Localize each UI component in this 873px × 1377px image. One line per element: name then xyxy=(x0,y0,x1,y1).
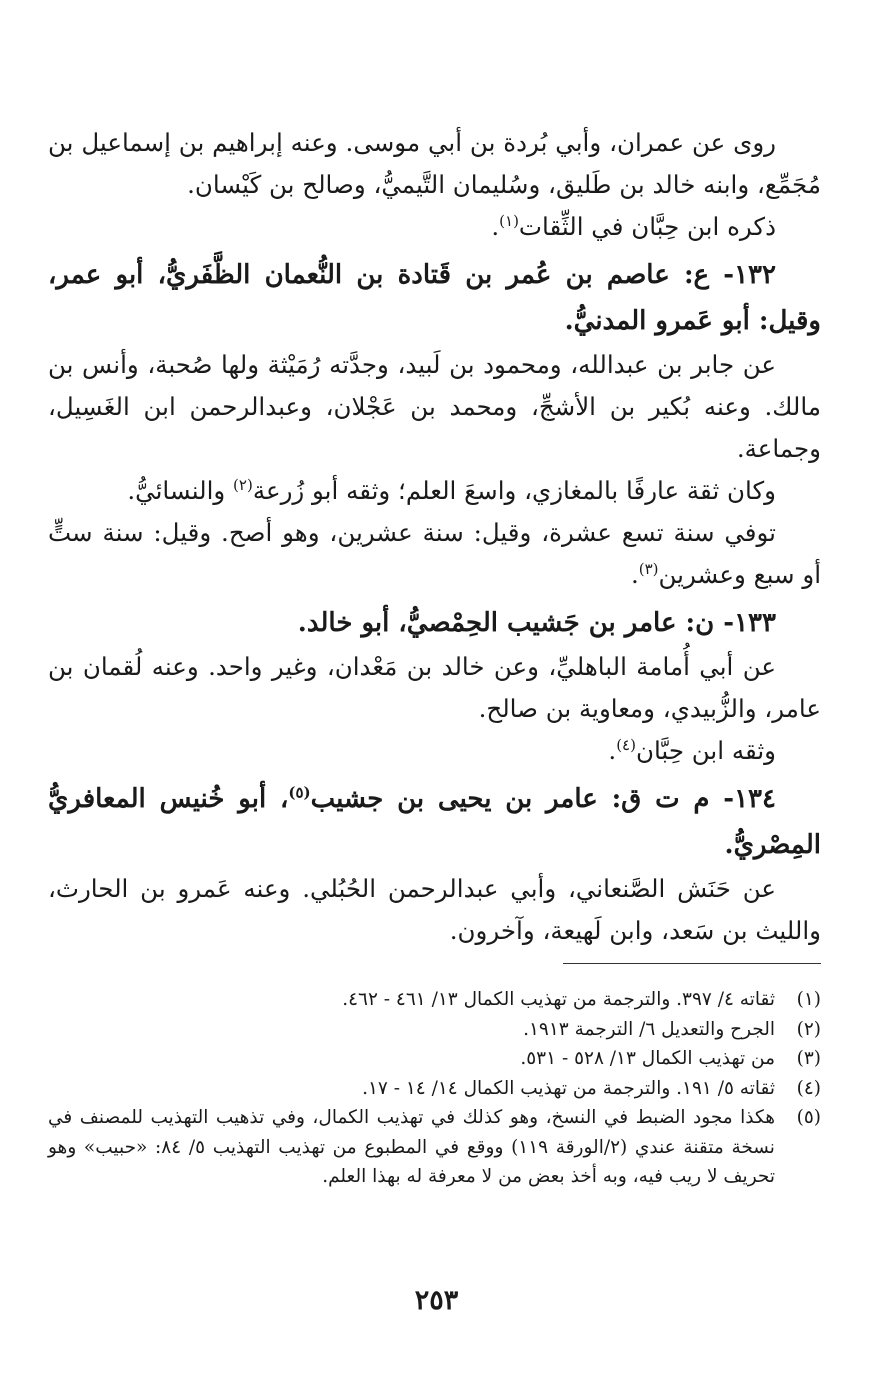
footnote-ref[interactable]: (٣) xyxy=(638,559,659,578)
footnote-text: ثقاته ٥/ ١٩١. والترجمة من تهذيب الكمال ١٤/ ١٤ - ١٧. xyxy=(362,1077,775,1099)
entry-heading: ١٣٣- ن: عامر بن جَشيب الحِمْصيُّ، أبو خالد. xyxy=(297,608,776,638)
paragraph: عن حَنَش الصَّنعاني، وأبي عبدالرحمن الحُبُلي. وعنه عَمرو بن الحارث، والليث بن سَعد، وابن لَهيعة، وآخرون. xyxy=(48,874,821,945)
footnote-text: ثقاته ٤/ ٣٩٧. والترجمة من تهذيب الكمال ١٣/ ٤٦١ - ٤٦٢. xyxy=(342,989,775,1010)
footnote xyxy=(48,985,821,1015)
footnote-number: (١) xyxy=(796,989,821,1010)
footnote-ref[interactable]: (٥) xyxy=(288,783,311,802)
paragraph: وكان ثقة عارفًا بالمغازي، واسعَ العلم؛ وثقه أبو زُرعة$^{(٢)}$ والنسائيُّ. xyxy=(127,475,776,505)
footnote-number: (٤) xyxy=(796,1077,821,1099)
entry-heading: ١٣٤- م ت ق: عامر بن يحيى بن جشيب$^{(٥)}$، أبو خُنيس المعافريُّ المِصْريُّ. xyxy=(48,783,821,860)
footnote-ref[interactable]: (١) xyxy=(499,211,519,230)
footnote-ref[interactable]: (٤) xyxy=(616,735,636,754)
paragraph: روى عن عمران، وأبي بُردة بن أبي موسى. وعنه إبراهيم بن إسماعيل بن مُجَمِّع، وابنه خالد بن طَليق، وسُليمان التَّيميُّ، وصالح بن كَيْسان. xyxy=(48,128,821,199)
footnote xyxy=(48,1074,821,1104)
paragraph: توفي سنة تسع عشرة، وقيل: سنة عشرين، وهو أصح. وقيل: سنة ستٍّ أو سبع وعشرين$^{(٣)}$. xyxy=(48,518,821,589)
paragraph: ذكره ابن حِبَّان في الثِّقات$^{(١)}$. xyxy=(491,211,776,241)
page-number: ٢٥٣ xyxy=(414,1285,459,1316)
footnote-ref[interactable]: (٢) xyxy=(233,475,253,494)
footnote xyxy=(48,1015,821,1045)
footnote xyxy=(48,1103,821,1192)
footnote-text: هكذا مجود الضبط في النسخ، وهو كذلك في تهذيب الكمال، وفي تذهيب التهذيب للمصنف في نسخة متقنة عندي (٢/الورقة ١١٩) ووقع في المطبوع من تهذيب التهذيب ٥/ ٨٤: «حبيب» وهو تحريف لا ريب فيه، وبه أخذ بعض من لا معرفة له بهذا العلم. xyxy=(48,1107,775,1187)
footnotes xyxy=(48,985,821,1192)
footnote-number: (٥) xyxy=(796,1107,821,1128)
paragraph: وثقه ابن حِبَّان$^{(٤)}$. xyxy=(608,735,776,765)
footnote-text: الجرح والتعديل ٦/ الترجمة ١٩١٣. xyxy=(523,1018,775,1040)
footnote-text: من تهذيب الكمال ١٣/ ٥٢٨ - ٥٣١. xyxy=(520,1048,775,1069)
footnote-separator xyxy=(563,963,821,964)
paragraph: عن أبي أُمامة الباهليِّ، وعن خالد بن مَعْدان، وغير واحد. وعنه لُقمان بن عامر، والزُّبيدي، ومعاوية بن صالح. xyxy=(48,652,821,723)
footnote-number: (٢) xyxy=(796,1018,821,1040)
main-text xyxy=(48,122,821,952)
footnote-number: (٣) xyxy=(796,1048,821,1069)
paragraph: عن جابر بن عبدالله، ومحمود بن لَبيد، وجدَّته رُمَيْثة ولها صُحبة، وأنس بن مالك. وعنه بُكير بن الأشجِّ، ومحمد بن عَجْلان، وعبدالرحمن ابن الغَسِيل، وجماعة. xyxy=(48,350,821,463)
entry-heading: ١٣٢- ع: عاصم بن عُمر بن قَتادة بن النُّعمان الظَّفَريُّ، أبو عمر، وقيل: أبو عَمرو المدنيُّ. xyxy=(48,260,821,336)
footnote xyxy=(48,1044,821,1074)
